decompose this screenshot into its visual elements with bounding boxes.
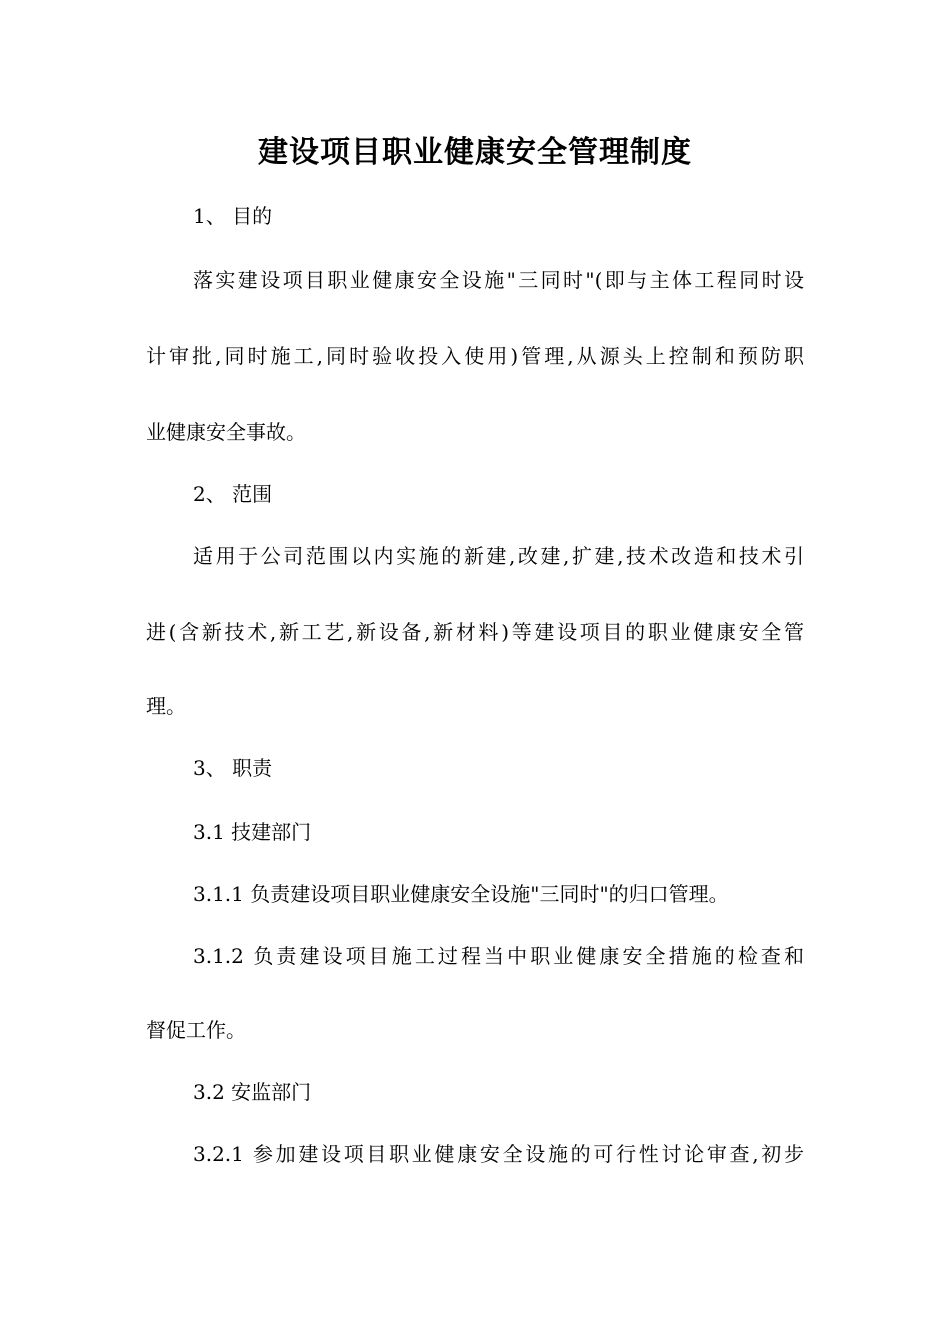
document-title: 建设项目职业健康安全管理制度	[258, 135, 692, 170]
paragraph-line: 理。	[146, 694, 186, 718]
paragraph-line: 适用于公司范围以内实施的新建,改建,扩建,技术改造和技术引	[193, 544, 804, 568]
section-heading-purpose: 1、 目的	[193, 204, 273, 228]
paragraph-line: 业健康安全事故。	[146, 420, 306, 444]
subsection-heading: 3.1 技建部门	[193, 820, 312, 844]
paragraph-line: 落实建设项目职业健康安全设施"三同时"(即与主体工程同时设	[193, 268, 804, 292]
section-heading-scope: 2、 范围	[193, 482, 273, 506]
paragraph-line: 3.1.1 负责建设项目职业健康安全设施"三同时"的归口管理。	[193, 882, 729, 906]
paragraph-line: 计审批,同时施工,同时验收投入使用)管理,从源头上控制和预防职	[146, 344, 804, 368]
paragraph-line: 督促工作。	[146, 1018, 246, 1042]
paragraph-line: 3.2.1 参加建设项目职业健康安全设施的可行性讨论审查,初步	[193, 1142, 804, 1166]
section-heading-responsibilities: 3、 职责	[193, 756, 273, 780]
paragraph-line: 3.1.2 负责建设项目施工过程当中职业健康安全措施的检查和	[193, 944, 804, 968]
paragraph-line: 进(含新技术,新工艺,新设备,新材料)等建设项目的职业健康安全管	[146, 620, 804, 644]
subsection-heading: 3.2 安监部门	[193, 1080, 312, 1104]
